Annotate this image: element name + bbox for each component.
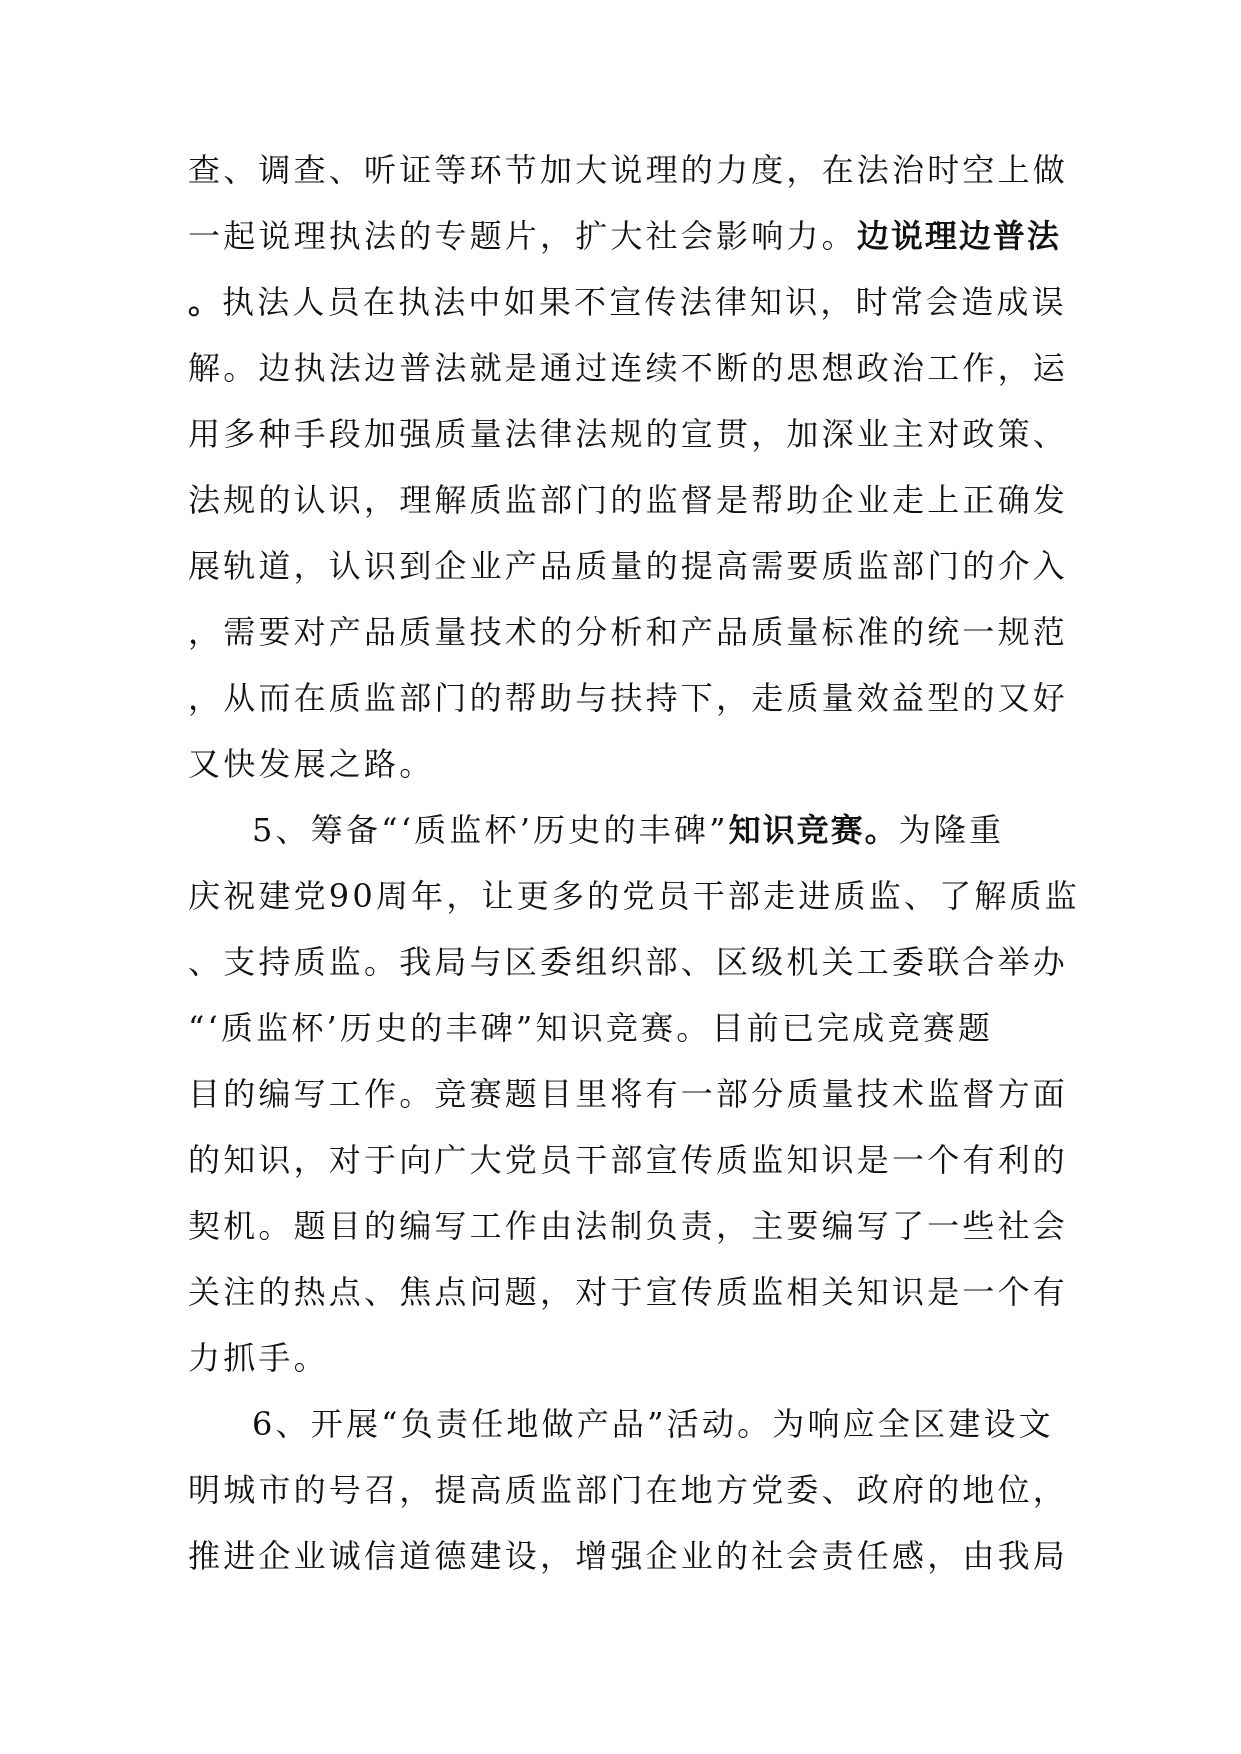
text-run: 又快发展之路。	[188, 745, 435, 783]
text-run: 、支持质监。我局与区委组织部、区级机关工委联合举办	[188, 943, 1069, 981]
text-line	[188, 1008, 1068, 1048]
text-run: 一起说理执法的专题片，扩大社会影响力。	[188, 217, 857, 255]
text-run: 的知识，对于向广大党员干部宣传质监知识是一个有利的	[188, 1141, 1069, 1179]
text-line	[188, 1470, 1068, 1510]
text-run: 关注的热点、焦点问题，对于宣传质监相关知识是一个有	[188, 1273, 1069, 1311]
text-line	[188, 1074, 1068, 1114]
text-run: 5、筹备“‘质监杯’历史的丰碑”	[252, 811, 729, 849]
text-run: 推进企业诚信道德建设，增强企业的社会责任感，由我局	[188, 1537, 1069, 1575]
text-line	[252, 1404, 1132, 1444]
text-line	[188, 1536, 1068, 1576]
text-line	[188, 282, 1068, 322]
text-run: 解。边执法边普法就是通过连续不断的思想政治工作，运	[188, 349, 1069, 387]
text-line	[188, 1140, 1068, 1180]
text-line	[188, 744, 1068, 784]
text-line	[188, 414, 1068, 454]
text-line	[188, 612, 1068, 652]
text-run: 法规的认识，理解质监部门的监督是帮助企业走上正确发	[188, 481, 1069, 519]
text-run: 查、调查、听证等环节加大说理的力度，在法治时空上做	[188, 151, 1069, 189]
text-run: 力抓手。	[188, 1339, 329, 1377]
text-run: 6、开展“负责任地做产品”活动。为响应全区建设文	[252, 1405, 1054, 1443]
text-run: ，从而在质监部门的帮助与扶持下，走质量效益型的又好	[188, 679, 1069, 717]
bold-heading-run: 边说理边普法	[856, 217, 1061, 255]
text-run: 庆祝建党90周年，让更多的党员干部走进质监、了解质监	[188, 877, 1080, 915]
text-run: 用多种手段加强质量法律法规的宣贯，加深业主对政策、	[188, 415, 1069, 453]
text-line	[188, 1206, 1068, 1246]
text-run: 契机。题目的编写工作由法制负责，主要编写了一些社会	[188, 1207, 1069, 1245]
text-run: 执法人员在执法中如果不宣传法律知识，时常会造成误	[222, 283, 1067, 321]
text-run: 目的编写工作。竞赛题目里将有一部分质量技术监督方面	[188, 1075, 1069, 1113]
text-line	[188, 150, 1068, 190]
bold-heading-run: 。	[188, 283, 223, 321]
text-run: ，需要对产品质量技术的分析和产品质量标准的统一规范	[188, 613, 1069, 651]
text-line	[188, 678, 1068, 718]
text-run: “‘质监杯’历史的丰碑”知识竞赛。目前已完成竞赛题	[188, 1009, 994, 1047]
text-line	[188, 546, 1068, 586]
text-line	[188, 216, 1068, 256]
text-run: 为隆重	[898, 811, 1005, 849]
text-line	[188, 1338, 1068, 1378]
text-line	[188, 480, 1068, 520]
bold-heading-run: 知识竞赛。	[728, 811, 899, 849]
text-line	[188, 348, 1068, 388]
text-line	[188, 942, 1068, 982]
text-run: 展轨道，认识到企业产品质量的提高需要质监部门的介入	[188, 547, 1069, 585]
text-line	[252, 810, 1132, 850]
text-line	[188, 1272, 1068, 1312]
text-run: 明城市的号召，提高质监部门在地方党委、政府的地位，	[188, 1471, 1069, 1509]
text-line	[188, 876, 1080, 916]
